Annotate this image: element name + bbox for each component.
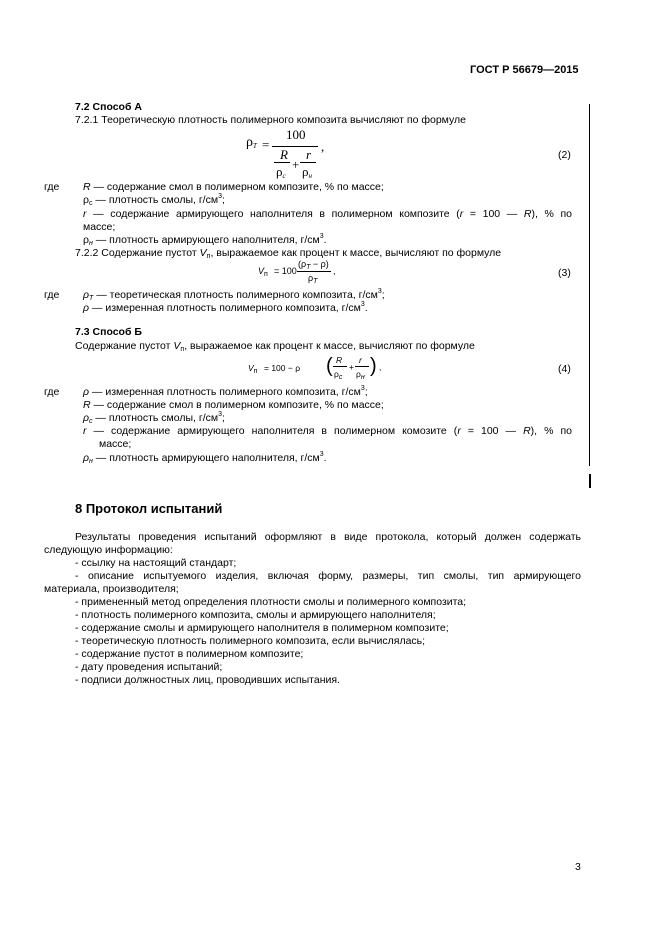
definition-r-2: r — содержание армирующего наполнителя в полимерном комозите (r = 100 — R), % по bbox=[83, 425, 572, 437]
document-header: ГОСТ Р 56679—2015 bbox=[470, 64, 579, 76]
section-heading-7-2: 7.2 Способ А bbox=[75, 101, 142, 113]
list-item: - подписи должностных лиц, проводивших испытания. bbox=[75, 674, 340, 686]
definition-rho-n-2: $\rho_н$ — плотность армирующего наполнителя, $г/см^3$. bbox=[83, 451, 327, 465]
definition-rho-measured: ρ — измеренная плотность полимерного композита, $г/см^3$; bbox=[83, 385, 368, 398]
paragraph-8-intro: Результаты проведения испытаний оформляют в виде протокола, который должен содержать bbox=[75, 531, 581, 543]
definition-rho-c-2: $\rho_с$ — плотность смолы, $г/см^3$; bbox=[83, 411, 225, 425]
paragraph-7-3: Содержание пустот $V_п$, выражаемое как процент к массе, вычисляют по формуле bbox=[75, 340, 475, 353]
formula-number-3: (3) bbox=[558, 267, 571, 279]
section-heading-8: 8 Протокол испытаний bbox=[75, 501, 223, 516]
margin-revision-mark bbox=[589, 474, 591, 488]
where-label: где bbox=[44, 181, 60, 193]
definition-rho-t: $\rho_T$ — теоретическая плотность полимерного композита, $г/см^3$; bbox=[83, 288, 385, 302]
definition-r-2-cont: массе; bbox=[99, 438, 132, 450]
formula-number-4: (4) bbox=[558, 363, 571, 375]
where-label-2: где bbox=[44, 289, 60, 301]
paragraph-8-intro-cont: следующую информацию: bbox=[44, 544, 173, 556]
definition-r: r — содержание армирующего наполнителя в полимерном композите (r = 100 — R), % по bbox=[83, 208, 572, 220]
list-item: - ссылку на настоящий стандарт; bbox=[75, 557, 237, 569]
margin-revision-bar bbox=[589, 104, 590, 466]
list-item: - плотность полимерного композита, смолы и армирующего наполнителя; bbox=[75, 609, 436, 621]
list-item: - содержание смолы и армирующего наполнителя в полимерном композите; bbox=[75, 622, 449, 634]
paragraph-7-2-2: 7.2.2 Содержание пустот $V_п$, выражаемое как процент к массе, вычисляют по формуле bbox=[75, 247, 502, 260]
definition-rho-c: $\rho_с$ — плотность смолы, $г/см^3$; bbox=[83, 193, 225, 207]
list-item-cont: материала, производителя; bbox=[44, 583, 179, 595]
definition-rho-n: $\rho_н$ — плотность армирующего наполнителя, $г/см^3$. bbox=[83, 233, 327, 247]
where-label-3: где bbox=[44, 386, 60, 398]
definition-R-2: R — содержание смол в полимерном композите, % по массе; bbox=[83, 399, 384, 411]
definition-r-cont: массе; bbox=[83, 221, 116, 233]
section-heading-7-3: 7.3 Способ Б bbox=[75, 326, 142, 338]
list-item: - дату проведения испытаний; bbox=[75, 661, 223, 673]
definition-R: R — содержание смол в полимерном композите, % по массе; bbox=[83, 181, 384, 193]
page-number: 3 bbox=[575, 861, 581, 873]
list-item: - теоретическую плотность полимерного композита, если вычислялась; bbox=[75, 635, 426, 647]
list-item: - примененный метод определения плотности смолы и полимерного композита; bbox=[75, 596, 467, 608]
formula-number-2: (2) bbox=[558, 149, 571, 161]
paragraph-7-2-1: 7.2.1 Теоретическую плотность полимерного композита вычисляют по формуле bbox=[75, 114, 466, 126]
list-item: - описание испытуемого изделия, включая форму, размеры, тип смолы, тип армирующего bbox=[75, 570, 581, 582]
list-item: - содержание пустот в полимерном композите; bbox=[75, 648, 304, 660]
definition-rho: ρ — измеренная плотность полимерного композита, $г/см^3$. bbox=[83, 301, 368, 314]
